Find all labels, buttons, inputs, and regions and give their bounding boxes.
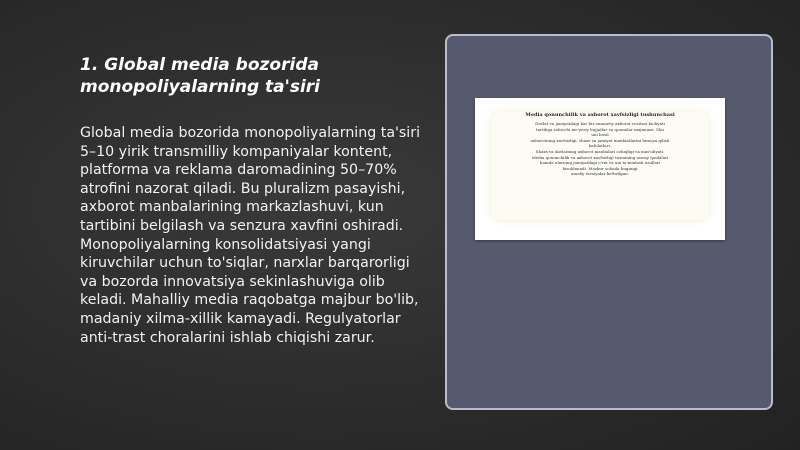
document-line: Davlat va jamiyatdagi har bir ommaviy axborot vositasi faoliyati (535, 121, 665, 126)
document-line: Media qonunchilik va axborot xavfsizligi tizimining asosiy qoidalari (531, 154, 669, 160)
document-image (475, 98, 725, 240)
document-lines (497, 121, 703, 177)
document-highlight (491, 112, 709, 220)
document-line: Shaxs va davlatning axborot manbalari ochiqligi va mas'uliyati. (535, 148, 665, 154)
document-line: kafolatlari. (588, 143, 612, 149)
document-heading: Media qonunchilik va axborot xavfsizligi tushunchasi (525, 112, 675, 118)
document-line: axborotning xavfsizligi, shaxs va jamiyat manfaatlarini himoya qilish (530, 137, 670, 143)
document-line: hamda ularning jamiyatdagi o'rni va uni ta'minlash usullari (539, 160, 661, 166)
slide-body-text: Global media bozorida monopoliyalarning ta'siri 5–10 yirik transmilliy kompaniyalar kontent, platforma va reklama daromadining 50–70% atrofini nazorat qiladi. Bu pluralizm pasayishi, axborot manbalarining markazlashuvi, kun tartibini belgilash va senzura xavfini oshiradi. Monopoliyalarning konsolidatsiyasi yangi kiruvchilar uchun to'siqlar, narxlar barqarorligi va bozorda innovatsiya sekinlashuviga olib keladi. Mahalliy media raqobatga majbur bo'lib, madaniy xilma-xillik kamayadi. Regulyatorlar anti-trast choralarini ishlab chiqishi zarur. (80, 125, 421, 346)
document-line: tartibga soluvchi me'yoriy hujjatlar va qonunlar majmuasi. Shu (535, 126, 665, 132)
document-line: hisoblanadi. Mazkur sohada bugungi (562, 165, 638, 171)
slide-title: 1. Global media bozorida monopoliyalarning ta'siri (80, 55, 320, 97)
document-line: uni bosil (591, 132, 609, 138)
document-line: amaliy tavsiyalar keltirilgan. (571, 171, 629, 177)
